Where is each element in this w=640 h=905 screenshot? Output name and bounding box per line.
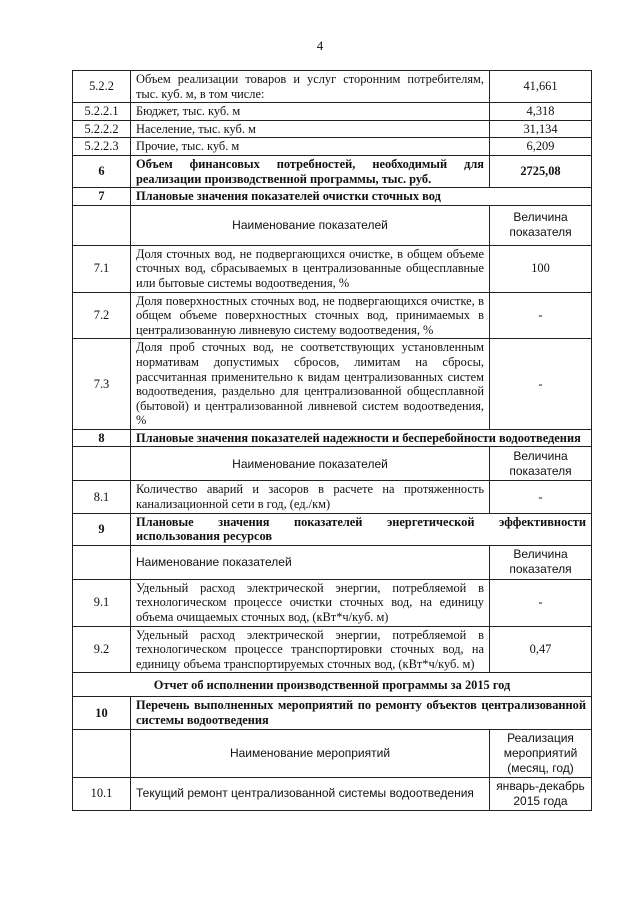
table-row (73, 481, 592, 513)
row-text: Доля проб сточных вод, не соответствующих установленным нормативам допустимых сбросов, лимитам на сбросы, рассчитанная применительно к видам централизованных систем водоотведения, раздельно для централизованной общесплавной (бытовой) и централизованной ливневой систем водоотведения, % (131, 339, 490, 430)
row-text: Бюджет, тыс. куб. м (131, 103, 490, 121)
section-title: Плановые значения показателей очистки сточных вод (131, 188, 592, 206)
row-value: 0,47 (490, 626, 592, 673)
empty-cell (73, 447, 131, 481)
column-header-name: Наименование показателей (131, 205, 490, 245)
page-number: 4 (316, 38, 324, 53)
report-title: Отчет об исполнении производственной программы за 2015 год (73, 673, 592, 697)
header-row (73, 729, 592, 777)
column-header-name: Наименование мероприятий (131, 729, 490, 777)
row-text: Доля поверхностных сточных вод, не подвергающихся очистке, в общем объеме поверхностных сточных вод, принимаемых в централизованную ливневую систему водоотведения, % (131, 292, 490, 339)
row-value: 41,661 (490, 71, 592, 103)
column-header-name: Наименование показателей (131, 545, 490, 579)
table-row (73, 292, 592, 339)
program-table (72, 70, 592, 811)
row-number: 7.1 (73, 245, 131, 292)
row-text: Объем реализации товаров и услуг сторонним потребителям, тыс. куб. м, в том числе: (131, 71, 490, 103)
row-text: Текущий ремонт централизованной системы водоотведения (131, 777, 490, 810)
row-text: Доля сточных вод, не подвергающихся очистке, в общем объеме сточных вод, сбрасываемых в централизованные общесплавные или бытовые системы водоотведения, % (131, 245, 490, 292)
row-text: Объем финансовых потребностей, необходимый для реализации производственной программы, тыс. руб. (131, 155, 490, 187)
row-text: Удельный расход электрической энергии, потребляемой в технологическом процессе транспортировки сточных вод, на единицу объема транспортируемых сточных вод, (кВт*ч/куб. м) (131, 626, 490, 673)
header-row (73, 447, 592, 481)
row-text: Количество аварий и засоров в расчете на протяженность канализационной сети в год, (ед./км) (131, 481, 490, 513)
section-title: Перечень выполненных мероприятий по ремонту объектов централизованной системы водоотведения (131, 697, 592, 729)
row-value: 6,209 (490, 138, 592, 156)
section-title: Плановые значения показателей надежности и бесперебойности водоотведения (131, 429, 592, 447)
report-row (73, 673, 592, 697)
section-title: Плановые значения показателей энергетической эффективности использования ресурсов (131, 513, 592, 545)
table-row (73, 245, 592, 292)
table-row (73, 155, 592, 187)
row-number: 10.1 (73, 777, 131, 810)
row-number: 5.2.2 (73, 71, 131, 103)
row-value: - (490, 481, 592, 513)
row-number: 8 (73, 429, 131, 447)
header-row (73, 205, 592, 245)
row-number: 5.2.2.3 (73, 138, 131, 156)
table-row (73, 626, 592, 673)
column-header-value: Величина показателя (490, 205, 592, 245)
empty-cell (73, 205, 131, 245)
row-number: 7.3 (73, 339, 131, 430)
column-header-value: Величина показателя (490, 545, 592, 579)
row-number: 6 (73, 155, 131, 187)
column-header-value: Реализация мероприятий (месяц, год) (490, 729, 592, 777)
section-row (73, 513, 592, 545)
row-number: 10 (73, 697, 131, 729)
header-row (73, 545, 592, 579)
row-number: 5.2.2.2 (73, 120, 131, 138)
table-row (73, 579, 592, 626)
row-value: - (490, 579, 592, 626)
table-row (73, 120, 592, 138)
section-row (73, 697, 592, 729)
row-value: 100 (490, 245, 592, 292)
row-number: 9.1 (73, 579, 131, 626)
row-value: 2725,08 (490, 155, 592, 187)
table-row (73, 138, 592, 156)
row-number: 9.2 (73, 626, 131, 673)
row-number: 8.1 (73, 481, 131, 513)
row-number: 7.2 (73, 292, 131, 339)
section-row (73, 429, 592, 447)
section-row (73, 188, 592, 206)
row-value: 4,318 (490, 103, 592, 121)
row-text: Население, тыс. куб. м (131, 120, 490, 138)
row-text: Прочие, тыс. куб. м (131, 138, 490, 156)
row-value: - (490, 339, 592, 430)
column-header-value: Величина показателя (490, 447, 592, 481)
table-row (73, 103, 592, 121)
empty-cell (73, 729, 131, 777)
table-row (73, 339, 592, 430)
table-row (73, 777, 592, 810)
row-number: 7 (73, 188, 131, 206)
row-number: 9 (73, 513, 131, 545)
column-header-name: Наименование показателей (131, 447, 490, 481)
table-row (73, 71, 592, 103)
row-value: январь-декабрь 2015 года (490, 777, 592, 810)
row-value: 31,134 (490, 120, 592, 138)
row-number: 5.2.2.1 (73, 103, 131, 121)
row-value: - (490, 292, 592, 339)
row-text: Удельный расход электрической энергии, потребляемой в технологическом процессе очистки сточных вод, на единицу объема очищаемых сточных вод, (кВт*ч/куб. м) (131, 579, 490, 626)
empty-cell (73, 545, 131, 579)
